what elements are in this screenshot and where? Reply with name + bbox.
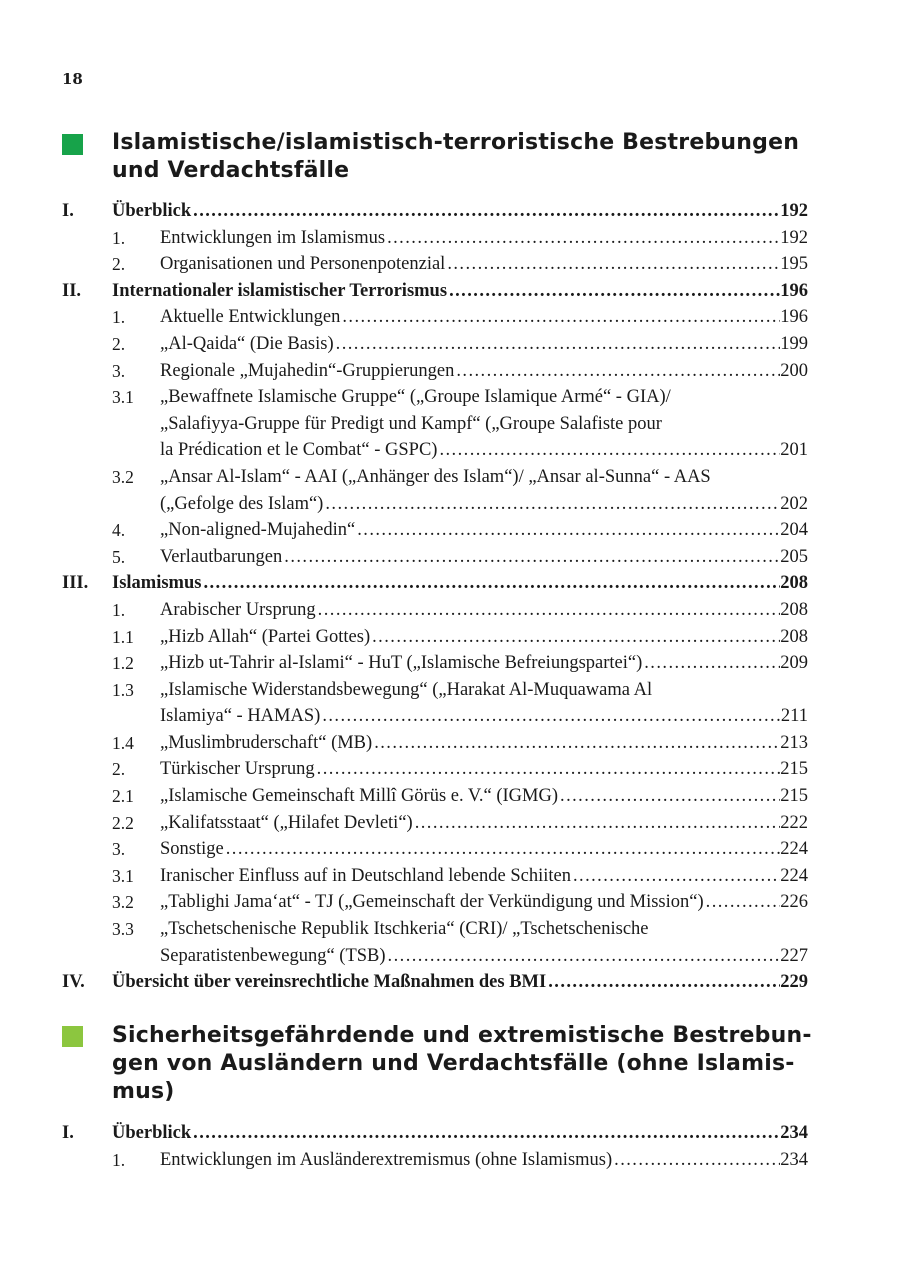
- toc-row: [0, 597, 900, 624]
- toc-entry: [112, 198, 808, 225]
- toc-entry-number: 1.4: [112, 732, 134, 753]
- dot-leader: [571, 863, 780, 890]
- toc-entry-title: „Muslimbruderschaft“ (MB): [160, 732, 373, 753]
- toc-entry-title: „Hizb Allah“ (Partei Gottes): [160, 626, 371, 647]
- toc-row: [0, 411, 900, 438]
- toc-entry: [160, 810, 808, 837]
- toc-entry: [112, 969, 808, 996]
- toc-entry-number: 3.: [112, 839, 126, 860]
- toc-row: [0, 278, 900, 305]
- dot-leader: [445, 251, 780, 278]
- toc-entry-number: II.: [62, 280, 82, 301]
- toc-entry-number: 3.1: [112, 387, 134, 408]
- toc-page-number: 204: [780, 520, 808, 541]
- toc-entry-number: 5.: [112, 546, 126, 567]
- toc-entry-title: Iranischer Einfluss auf in Deutschland lebende Schiiten: [160, 865, 571, 886]
- dot-leader: [386, 943, 781, 970]
- toc-row: [0, 198, 900, 225]
- toc-entry-title: („Gefolge des Islam“): [160, 493, 324, 514]
- toc-entry: [160, 544, 808, 571]
- toc-entry: [160, 703, 808, 730]
- toc-page-number: 196: [780, 307, 808, 328]
- toc-entry-title-line: „Islamische Widerstandsbewegung“ („Harakat Al-Muquawama Al: [160, 679, 653, 700]
- toc-entry-number: 4.: [112, 520, 126, 541]
- toc-entry: [160, 943, 808, 970]
- page-number: 18: [62, 70, 83, 88]
- dot-leader: [558, 783, 780, 810]
- toc-entry-title: Sonstige: [160, 839, 224, 860]
- toc-entry: [160, 411, 808, 438]
- toc-page-number: 200: [780, 360, 808, 381]
- toc-row: [0, 730, 900, 757]
- toc-page-number: 211: [780, 706, 808, 727]
- toc-row: [0, 677, 900, 704]
- toc-entry-number: 3.3: [112, 919, 134, 940]
- toc-entry-number: 1.: [112, 599, 126, 620]
- toc-entry-title-line: „Salafiyya-Gruppe für Predigt und Kampf“ („Groupe Salafiste pour: [160, 413, 662, 434]
- toc-entry-title: Entwicklungen im Ausländerextremismus (ohne Islamismus): [160, 1149, 613, 1170]
- toc-entry-number: 3.: [112, 360, 126, 381]
- toc-row: [0, 943, 900, 970]
- toc-page-number: 209: [780, 653, 808, 674]
- toc-entry: [112, 570, 808, 597]
- toc-entry-number: 3.2: [112, 892, 134, 913]
- toc-entry: [160, 491, 808, 518]
- dot-leader: [282, 544, 780, 571]
- toc-page-number: 208: [780, 573, 808, 594]
- dot-leader: [447, 278, 780, 305]
- section-title-line: und Verdachtsfälle: [112, 158, 350, 183]
- toc-entry: [160, 1147, 808, 1174]
- toc-entry-title-line: „Tschetschenische Republik Itschkeria“ (CRI)/ „Tschetschenische: [160, 919, 649, 940]
- toc-row: [0, 464, 900, 491]
- toc-entry: [160, 624, 808, 651]
- dot-leader: [201, 570, 780, 597]
- toc-entry: [160, 251, 808, 278]
- section-title: [112, 1022, 812, 1106]
- toc-entry-number: 3.1: [112, 865, 134, 886]
- section-title-line: gen von Ausländern und Verdachtsfälle (ohne Islamis-: [112, 1051, 795, 1076]
- dot-leader: [320, 703, 781, 730]
- toc-row: [0, 491, 900, 518]
- dot-leader: [642, 650, 780, 677]
- toc-entry: [160, 331, 808, 358]
- toc-entry-title: „Al-Qaida“ (Die Basis): [160, 333, 334, 354]
- toc-entry: [160, 225, 808, 252]
- toc-entry-title: Übersicht über vereinsrechtliche Maßnahmen des BMI: [112, 972, 547, 993]
- toc-entry: [160, 863, 808, 890]
- toc-entry-title: „Islamische Gemeinschaft Millî Görüs e. V.“ (IGMG): [160, 786, 559, 807]
- dot-leader: [454, 358, 780, 385]
- toc-entry: [160, 597, 808, 624]
- toc-entry-title-line: „Ansar Al-Islam“ - AAI („Anhänger des Islam“)/ „Ansar al-Sunna“ - AAS: [160, 466, 711, 487]
- table-of-contents: [0, 198, 900, 996]
- toc-row: [0, 331, 900, 358]
- toc-entry-number: 2.: [112, 333, 126, 354]
- toc-entry-number: 3.2: [112, 466, 134, 487]
- toc-entry-number: 2.2: [112, 812, 134, 833]
- toc-entry-title: Überblick: [112, 1123, 192, 1143]
- toc-page-number: 224: [780, 839, 808, 860]
- dot-leader: [191, 1120, 780, 1147]
- dot-leader: [704, 889, 781, 916]
- toc-entry-number: I.: [62, 201, 74, 221]
- toc-page-number: 222: [780, 812, 808, 833]
- toc-entry-title: Entwicklungen im Islamismus: [160, 227, 386, 248]
- toc-entry: [160, 358, 808, 385]
- toc-entry-number: 1.3: [112, 679, 134, 700]
- toc-entry-title-line: „Bewaffnete Islamische Gruppe“ („Groupe Islamique Armé“ - GIA)/: [160, 387, 671, 408]
- toc-entry-title: Separatistenbewegung“ (TSB): [160, 945, 386, 966]
- toc-entry-title: „Non-aligned-Mujahedin“: [160, 520, 356, 541]
- dot-leader: [340, 304, 780, 331]
- toc-entry-title: „Tablighi Jama‘at“ - TJ („Gemeinschaft der Verkündigung und Mission“): [160, 892, 704, 913]
- toc-entry: [160, 677, 808, 704]
- toc-row: [0, 251, 900, 278]
- toc-entry-title: „Kalifatsstaat“ („Hilafet Devleti“): [160, 812, 413, 833]
- toc-page-number: 208: [780, 626, 808, 647]
- toc-entry-number: 1.: [112, 227, 126, 248]
- toc-entry: [160, 650, 808, 677]
- toc-row: [0, 1120, 900, 1147]
- toc-row: [0, 358, 900, 385]
- toc-row: [0, 304, 900, 331]
- toc-row: [0, 1147, 900, 1174]
- toc-row: [0, 756, 900, 783]
- toc-page-number: 196: [780, 280, 808, 301]
- toc-entry-title: la Prédication et le Combat“ - GSPC): [160, 440, 438, 461]
- dot-leader: [413, 810, 781, 837]
- dot-leader: [323, 491, 780, 518]
- dot-leader: [224, 836, 781, 863]
- dot-leader: [546, 969, 780, 996]
- toc-entry-title: Verlautbarungen: [160, 546, 283, 567]
- toc-row: [0, 703, 900, 730]
- toc-entry-number: I.: [62, 1123, 74, 1143]
- toc-page-number: 226: [780, 892, 808, 913]
- toc-entry-title: „Hizb ut-Tahrir al-Islami“ - HuT („Islamische Befreiungspartei“): [160, 653, 643, 674]
- toc-entry: [160, 756, 808, 783]
- dot-leader: [191, 198, 780, 225]
- toc-row: [0, 650, 900, 677]
- toc-page-number: 215: [780, 759, 808, 780]
- toc-row: [0, 384, 900, 411]
- toc-page-number: 192: [780, 227, 808, 248]
- toc-page-number: 215: [780, 786, 808, 807]
- toc-row: [0, 225, 900, 252]
- toc-entry: [160, 730, 808, 757]
- table-of-contents: [0, 1120, 900, 1173]
- toc-page-number: 213: [780, 732, 808, 753]
- toc-entry: [112, 278, 808, 305]
- toc-entry-title: Türkischer Ursprung: [160, 759, 315, 780]
- toc-page-number: 224: [780, 865, 808, 886]
- toc-entry: [160, 517, 808, 544]
- toc-row: [0, 889, 900, 916]
- toc-entry: [160, 783, 808, 810]
- toc-entry: [160, 464, 808, 491]
- dot-leader: [612, 1147, 780, 1174]
- toc-entry-title: Regionale „Mujahedin“-Gruppierungen: [160, 360, 455, 381]
- toc-entry: [160, 384, 808, 411]
- toc-page-number: 234: [780, 1149, 808, 1170]
- toc-entry: [160, 437, 808, 464]
- section-title: [112, 129, 812, 185]
- section-title-line: Sicherheitsgefährdende und extremistische Bestrebun-: [112, 1023, 812, 1048]
- toc-page-number: 201: [780, 440, 808, 461]
- toc-row: [0, 836, 900, 863]
- dot-leader: [315, 756, 781, 783]
- toc-row: [0, 783, 900, 810]
- dot-leader: [437, 437, 780, 464]
- toc-entry: [160, 916, 808, 943]
- dot-leader: [372, 730, 780, 757]
- toc-entry-number: 1.: [112, 307, 126, 328]
- dot-leader: [355, 517, 780, 544]
- toc-row: [0, 517, 900, 544]
- toc-entry-title: Islamismus: [112, 573, 202, 594]
- toc-entry-number: 2.: [112, 254, 126, 275]
- toc-entry-number: 1.2: [112, 653, 134, 674]
- toc-row: [0, 969, 900, 996]
- toc-entry-title: Arabischer Ursprung: [160, 599, 316, 620]
- toc-entry: [160, 304, 808, 331]
- toc-entry-number: III.: [62, 573, 89, 594]
- toc-row: [0, 544, 900, 571]
- toc-row: [0, 570, 900, 597]
- dot-leader: [334, 331, 781, 358]
- toc-page-number: 199: [780, 333, 808, 354]
- toc-page-number: 208: [780, 599, 808, 620]
- toc-entry: [112, 1120, 808, 1147]
- toc-page-number: 229: [780, 972, 808, 993]
- toc-entry-title: Internationaler islamistischer Terrorismus: [112, 280, 448, 301]
- toc-page-number: 227: [780, 945, 808, 966]
- section-title-line: Islamistische/islamistisch-terroristische Bestrebungen: [112, 130, 800, 155]
- section-marker-square: [62, 134, 83, 155]
- toc-entry-title: Überblick: [112, 201, 192, 221]
- toc-entry-title: Aktuelle Entwicklungen: [160, 307, 341, 328]
- toc-row: [0, 810, 900, 837]
- dot-leader: [370, 624, 780, 651]
- toc-row: [0, 624, 900, 651]
- toc-entry-number: IV.: [62, 972, 85, 993]
- toc-entry-number: 2.1: [112, 786, 134, 807]
- toc-row: [0, 863, 900, 890]
- section-marker-square: [62, 1026, 83, 1047]
- toc-page-number: 192: [780, 201, 808, 221]
- toc-entry-number: 1.: [112, 1149, 126, 1170]
- toc-page-number: 234: [780, 1123, 808, 1143]
- toc-entry-title: Organisationen und Personenpotenzial: [160, 254, 446, 275]
- dot-leader: [316, 597, 781, 624]
- toc-page-number: 195: [780, 254, 808, 275]
- toc-entry-number: 1.1: [112, 626, 134, 647]
- toc-row: [0, 437, 900, 464]
- toc-entry-title: Islamiya“ - HAMAS): [160, 706, 321, 727]
- toc-page-number: 205: [780, 546, 808, 567]
- toc-entry: [160, 889, 808, 916]
- toc-entry-number: 2.: [112, 759, 126, 780]
- toc-entry: [160, 836, 808, 863]
- toc-row: [0, 916, 900, 943]
- dot-leader: [385, 225, 780, 252]
- toc-page-number: 202: [780, 493, 808, 514]
- section-title-line: mus): [112, 1079, 175, 1104]
